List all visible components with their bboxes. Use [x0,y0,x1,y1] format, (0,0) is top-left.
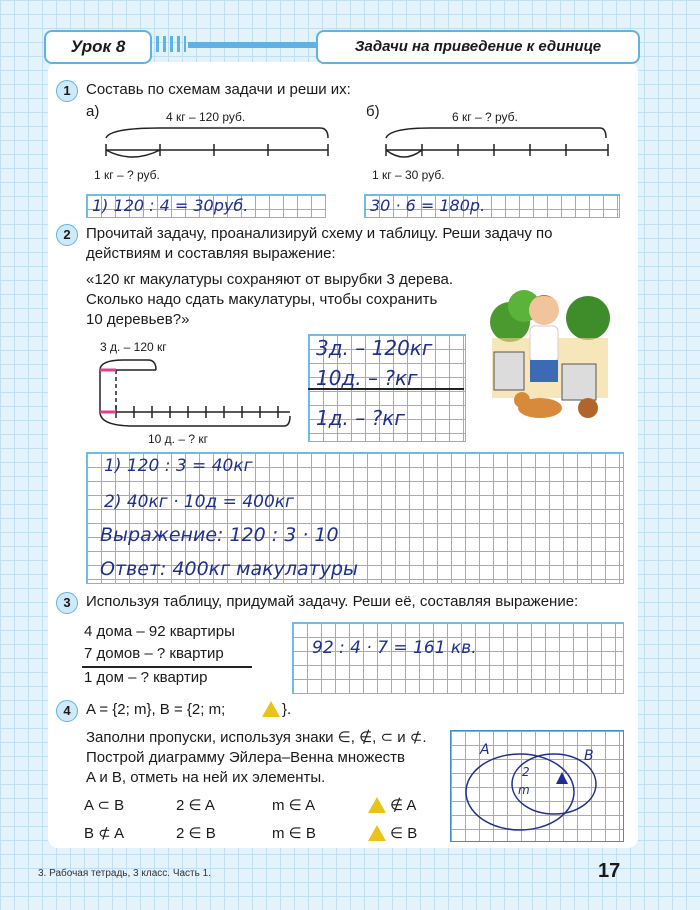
relation-triangle-a: ∉ A [390,797,417,814]
task-number-1: 1 [56,80,78,102]
task4-line2: Построй диаграмму Эйлера–Венна множеств [86,749,406,766]
triangle-icon [262,701,280,717]
task3-table-row-1: 4 дома – 92 квартиры [84,623,235,640]
task-number-3: 3 [56,592,78,614]
relation-m-a: m ∈ A [272,797,316,814]
relation-a-b-1: A ⊂ B [84,797,125,814]
task4-line1: Заполни пропуски, используя знаки ∈, ∉, ⊂ и ⊄. [86,729,427,746]
table-row-2: 10д. – ?кг [316,366,418,390]
answer-a: 1) 120 : 4 = 30руб. [92,196,249,215]
solution-expression: Выражение: 120 : 3 · 10 [100,524,339,546]
relation-triangle-b: ∈ B [390,825,418,842]
header-stripes [156,36,186,52]
task1-instruction: Составь по схемам задачи и реши их: [86,81,351,98]
task3-instruction: Используя таблицу, придумай задачу. Реши её, составляя выражение: [86,593,579,610]
task4-sets-end: }. [282,701,292,718]
venn-label-a: A [480,742,490,758]
venn-diagram [450,730,622,840]
footer-text: 3. Рабочая тетрадь, 3 класс. Часть 1. [38,868,211,879]
relation-b-a: B ⊄ A [84,825,125,842]
task1-schemes [100,124,620,168]
relation-2-a: 2 ∈ A [176,797,215,814]
solution-step-1: 1) 120 : 3 = 40кг [104,456,253,476]
task1-label-a: а) [86,103,100,120]
lesson-label: Урок 8 [44,30,152,64]
triangle-icon [368,825,386,841]
task3-table-row-2: 7 домов – ? квартир [84,645,224,662]
solution-step-2: 2) 40кг · 10д = 400кг [104,492,294,512]
relation-m-b: m ∈ B [272,825,316,842]
task2-instruction-line1: Прочитай задачу, проанализируй схему и таблицу. Реши задачу по [86,225,553,242]
task3-answer-grid[interactable] [292,622,624,694]
header-bar [188,42,316,48]
lesson-topic: Задачи на приведение к единице [316,30,640,64]
venn-element-m: m [518,783,530,797]
task3-answer: 92 : 4 · 7 = 161 кв. [312,638,477,658]
task4-line3: A и B, отметь на ней их элементы. [86,769,326,786]
task-number-2: 2 [56,224,78,246]
venn-label-b: B [584,748,594,764]
task-number-4: 4 [56,700,78,722]
table-row-3: 1д. – ?кг [316,406,405,430]
venn-element-2: 2 [522,765,530,779]
task4-sets: A = {2; m}, B = {2; m; [86,701,226,718]
table-row-1: 3д. – 120кг [316,336,433,360]
scheme2-top-label: 3 д. – 120 кг [100,340,167,354]
triangle-icon [368,797,386,813]
page-number: 17 [598,860,621,882]
task2-scheme [94,354,300,430]
scheme-a-bottom-label: 1 кг – ? руб. [94,168,160,182]
scheme-a-top-label: 4 кг – 120 руб. [166,110,246,124]
task1-label-b: б) [366,103,380,120]
scheme-b-top-label: 6 кг – ? руб. [452,110,518,124]
task2-instruction-line2: действиям и составляя выражение: [86,245,336,262]
task2-problem-line1: «120 кг макулатуры сохраняют от вырубки 3 дерева. [86,271,454,288]
solution-answer: Ответ: 400кг макулатуры [100,558,359,580]
task3-table-row-3: 1 дом – ? квартир [84,669,208,686]
answer-b: 30 · 6 = 180р. [370,196,486,215]
relation-2-b: 2 ∈ B [176,825,216,842]
task2-problem-line2: Сколько надо сдать макулатуры, чтобы сохранить [86,291,438,308]
boy-illustration [488,282,612,434]
scheme2-bottom-label: 10 д. – ? кг [148,432,208,446]
scheme-b-bottom-label: 1 кг – 30 руб. [372,168,445,182]
task2-problem-line3: 10 деревьев?» [86,311,190,328]
